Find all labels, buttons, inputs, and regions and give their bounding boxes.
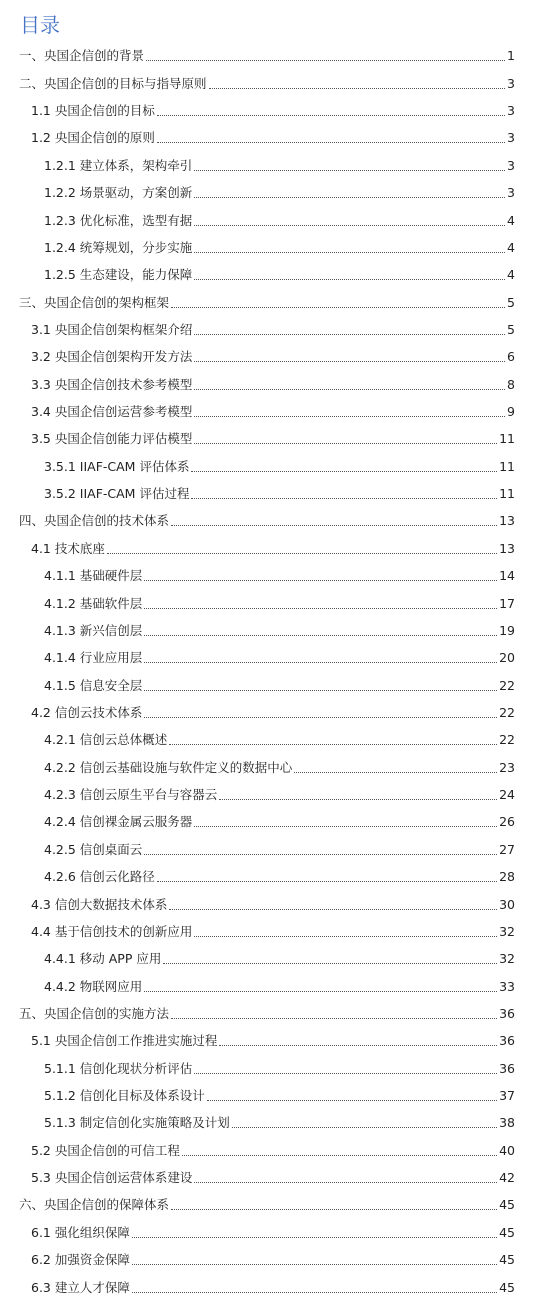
- toc-entry-page-number: 23: [499, 759, 515, 775]
- toc-entry-level-2[interactable]: [0, 534, 535, 561]
- dot-leader: [144, 635, 497, 636]
- toc-entry-page-number: 8: [507, 376, 515, 392]
- toc-entry-title: 6.3 建立人才保障: [31, 1279, 130, 1295]
- toc-entry-page-number: 4: [507, 239, 515, 255]
- toc-entry-title: 4.4.2 物联网应用: [44, 978, 143, 994]
- toc-entry-level-3[interactable]: [0, 808, 535, 835]
- toc-entry-title: 4.2.3 信创云原生平台与容器云: [44, 787, 218, 803]
- dot-leader: [194, 197, 505, 198]
- toc-entry-level-2[interactable]: [0, 1273, 535, 1300]
- toc-entry-level-3[interactable]: [0, 644, 535, 671]
- toc-entry-title: 4.2.2 信创云基础设施与软件定义的数据中心: [44, 759, 293, 775]
- toc-entry-title: 五、央国企信创的实施方法: [19, 1005, 170, 1021]
- toc-entry-title: 一、央国企信创的背景: [19, 48, 145, 64]
- toc-entry-level-2[interactable]: [0, 370, 535, 397]
- dot-leader: [144, 854, 497, 855]
- toc-entry-page-number: 5: [507, 321, 515, 337]
- dot-leader: [194, 443, 497, 444]
- toc-entry-page-number: 26: [499, 814, 515, 830]
- toc-entry-level-2[interactable]: [0, 343, 535, 370]
- toc-entry-level-3[interactable]: [0, 562, 535, 589]
- toc-entry-title: 6.2 加强资金保障: [31, 1252, 130, 1268]
- toc-entry-level-3[interactable]: [0, 151, 535, 178]
- toc-entry-page-number: 33: [499, 978, 515, 994]
- dot-leader: [144, 662, 497, 663]
- toc-entry-level-3[interactable]: [0, 726, 535, 753]
- toc-entry-page-number: 32: [499, 951, 515, 967]
- dot-leader: [171, 1018, 497, 1019]
- dot-leader: [132, 1292, 497, 1293]
- toc-entry-level-3[interactable]: [0, 671, 535, 698]
- dot-leader: [157, 881, 497, 882]
- dot-leader: [169, 744, 497, 745]
- dot-leader: [157, 142, 505, 143]
- toc-entry-title: 3.1 央国企信创架构框架介绍: [31, 321, 193, 337]
- toc-entry-level-1[interactable]: [0, 1000, 535, 1027]
- dot-leader: [194, 1073, 497, 1074]
- toc-entry-level-2[interactable]: [0, 1027, 535, 1054]
- toc-entry-title: 5.1.3 制定信创化实施策略及计划: [44, 1115, 230, 1131]
- toc-entry-title: 4.4.1 移动 APP 应用: [44, 951, 162, 967]
- toc-list: [0, 42, 535, 1301]
- toc-entry-page-number: 4: [507, 267, 515, 283]
- dot-leader: [232, 1127, 497, 1128]
- toc-entry-level-1[interactable]: [0, 69, 535, 96]
- toc-entry-title: 3.5.2 IIAF-CAM 评估过程: [44, 486, 190, 502]
- toc-entry-level-3[interactable]: [0, 589, 535, 616]
- dot-leader: [294, 772, 497, 773]
- toc-entry-title: 4.1.3 新兴信创层: [44, 622, 143, 638]
- toc-entry-page-number: 14: [499, 568, 515, 584]
- dot-leader: [132, 1264, 497, 1265]
- dot-leader: [194, 279, 505, 280]
- toc-entry-level-3[interactable]: [0, 179, 535, 206]
- toc-entry-level-1[interactable]: [0, 507, 535, 534]
- toc-entry-level-3[interactable]: [0, 206, 535, 233]
- toc-entry-page-number: 36: [499, 1005, 515, 1021]
- dot-leader: [144, 717, 497, 718]
- toc-entry-title: 4.1.4 行业应用层: [44, 650, 143, 666]
- dot-leader: [169, 909, 497, 910]
- toc-entry-level-3[interactable]: [0, 835, 535, 862]
- toc-entry-page-number: 45: [499, 1252, 515, 1268]
- toc-entry-level-3[interactable]: [0, 234, 535, 261]
- toc-entry-title: 4.3 信创大数据技术体系: [31, 896, 168, 912]
- toc-entry-page-number: 38: [499, 1115, 515, 1131]
- dot-leader: [182, 1155, 497, 1156]
- toc-entry-level-1[interactable]: [0, 1191, 535, 1218]
- toc-entry-level-2[interactable]: [0, 1218, 535, 1245]
- toc-entry-page-number: 4: [507, 212, 515, 228]
- dot-leader: [132, 1237, 497, 1238]
- toc-entry-page-number: 36: [499, 1060, 515, 1076]
- toc-entry-title: 3.5 央国企信创能力评估模型: [31, 431, 193, 447]
- toc-entry-level-2[interactable]: [0, 97, 535, 124]
- toc-entry-title: 4.1.1 基础硬件层: [44, 568, 143, 584]
- toc-entry-page-number: 45: [499, 1224, 515, 1240]
- toc-entry-title: 1.2.2 场景驱动，方案创新: [44, 185, 193, 201]
- dot-leader: [157, 115, 505, 116]
- toc-entry-level-2[interactable]: [0, 316, 535, 343]
- toc-entry-title: 4.1 技术底座: [31, 540, 105, 556]
- toc-entry-title: 4.2.4 信创裸金属云服务器: [44, 814, 193, 830]
- dot-leader: [194, 416, 505, 417]
- dot-leader: [144, 580, 497, 581]
- toc-entry-level-2[interactable]: [0, 890, 535, 917]
- toc-entry-level-2[interactable]: [0, 699, 535, 726]
- toc-entry-level-2[interactable]: [0, 1246, 535, 1273]
- dot-leader: [107, 553, 497, 554]
- toc-entry-title: 3.4 央国企信创运营参考模型: [31, 404, 193, 420]
- toc-entry-level-3[interactable]: [0, 945, 535, 972]
- toc-entry-level-3[interactable]: [0, 781, 535, 808]
- toc-entry-title: 4.1.5 信息安全层: [44, 677, 143, 693]
- toc-entry-level-2[interactable]: [0, 398, 535, 425]
- toc-entry-title: 1.2.4 统筹规划，分步实施: [44, 239, 193, 255]
- toc-entry-level-3[interactable]: [0, 1054, 535, 1081]
- toc-entry-level-1[interactable]: [0, 288, 535, 315]
- toc-entry-page-number: 11: [499, 486, 515, 502]
- toc-entry-level-3[interactable]: [0, 1109, 535, 1136]
- toc-entry-page-number: 45: [499, 1279, 515, 1295]
- toc-entry-level-3[interactable]: [0, 753, 535, 780]
- toc-entry-title: 4.1.2 基础软件层: [44, 595, 143, 611]
- toc-entry-level-3[interactable]: [0, 480, 535, 507]
- toc-entry-title: 5.1 央国企信创工作推进实施过程: [31, 1033, 218, 1049]
- dot-leader: [171, 307, 505, 308]
- dot-leader: [146, 60, 505, 61]
- toc-entry-page-number: 32: [499, 923, 515, 939]
- toc-entry-level-3[interactable]: [0, 1082, 535, 1109]
- toc-entry-title: 5.1.2 信创化目标及体系设计: [44, 1088, 205, 1104]
- toc-entry-page-number: 11: [499, 458, 515, 474]
- toc-entry-page-number: 3: [507, 103, 515, 119]
- toc-entry-level-2[interactable]: [0, 425, 535, 452]
- toc-entry-page-number: 3: [507, 130, 515, 146]
- toc-entry-title: 二、央国企信创的目标与指导原则: [19, 75, 207, 91]
- toc-entry-title: 4.2.6 信创云化路径: [44, 869, 155, 885]
- dot-leader: [194, 252, 505, 253]
- dot-leader: [194, 361, 505, 362]
- toc-entry-page-number: 22: [499, 704, 515, 720]
- toc-entry-page-number: 20: [499, 650, 515, 666]
- dot-leader: [207, 1100, 497, 1101]
- dot-leader: [163, 963, 497, 964]
- toc-entry-title: 5.2 央国企信创的可信工程: [31, 1142, 180, 1158]
- toc-entry-level-3[interactable]: [0, 617, 535, 644]
- toc-entry-title: 4.2 信创云技术体系: [31, 704, 143, 720]
- dot-leader: [194, 936, 497, 937]
- toc-entry-page-number: 37: [499, 1088, 515, 1104]
- toc-entry-title: 1.1 央国企信创的目标: [31, 103, 155, 119]
- dot-leader: [194, 334, 505, 335]
- toc-entry-title: 四、央国企信创的技术体系: [19, 513, 170, 529]
- dot-leader: [191, 471, 497, 472]
- toc-entry-title: 3.5.1 IIAF-CAM 评估体系: [44, 458, 190, 474]
- toc-entry-title: 三、央国企信创的架构框架: [19, 294, 170, 310]
- toc-entry-level-3[interactable]: [0, 972, 535, 999]
- toc-entry-page-number: 19: [499, 622, 515, 638]
- toc-entry-page-number: 17: [499, 595, 515, 611]
- toc-entry-title: 1.2.1 建立体系，架构牵引: [44, 157, 193, 173]
- dot-leader: [219, 1045, 497, 1046]
- toc-entry-page-number: 6: [507, 349, 515, 365]
- toc-entry-level-2[interactable]: [0, 124, 535, 151]
- toc-entry-page-number: 22: [499, 732, 515, 748]
- toc-entry-page-number: 9: [507, 404, 515, 420]
- toc-entry-page-number: 42: [499, 1170, 515, 1186]
- toc-entry-page-number: 22: [499, 677, 515, 693]
- toc-entry-title: 4.4 基于信创技术的创新应用: [31, 923, 193, 939]
- toc-entry-page-number: 13: [499, 540, 515, 556]
- dot-leader: [171, 525, 497, 526]
- toc-entry-level-2[interactable]: [0, 1164, 535, 1191]
- toc-entry-page-number: 30: [499, 896, 515, 912]
- toc-entry-title: 3.3 央国企信创技术参考模型: [31, 376, 193, 392]
- dot-leader: [144, 991, 497, 992]
- toc-entry-page-number: 3: [507, 75, 515, 91]
- toc-entry-page-number: 13: [499, 513, 515, 529]
- toc-entry-title: 1.2.3 优化标准，选型有据: [44, 212, 193, 228]
- toc-entry-title: 5.1.1 信创化现状分析评估: [44, 1060, 193, 1076]
- dot-leader: [194, 826, 497, 827]
- toc-entry-page-number: 3: [507, 185, 515, 201]
- toc-entry-title: 六、央国企信创的保障体系: [19, 1197, 170, 1213]
- toc-entry-level-2[interactable]: [0, 1136, 535, 1163]
- toc-entry-page-number: 45: [499, 1197, 515, 1213]
- dot-leader: [219, 799, 497, 800]
- toc-entry-page-number: 28: [499, 869, 515, 885]
- toc-entry-page-number: 3: [507, 157, 515, 173]
- dot-leader: [191, 498, 497, 499]
- toc-entry-level-2[interactable]: [0, 918, 535, 945]
- toc-entry-level-3[interactable]: [0, 452, 535, 479]
- dot-leader: [144, 690, 497, 691]
- toc-entry-page-number: 24: [499, 787, 515, 803]
- toc-entry-page-number: 11: [499, 431, 515, 447]
- toc-entry-title: 6.1 强化组织保障: [31, 1224, 130, 1240]
- toc-entry-page-number: 36: [499, 1033, 515, 1049]
- toc-entry-title: 5.3 央国企信创运营体系建设: [31, 1170, 193, 1186]
- dot-leader: [209, 88, 506, 89]
- toc-entry-level-1[interactable]: [0, 42, 535, 69]
- dot-leader: [194, 225, 505, 226]
- toc-title: 目录: [20, 13, 60, 37]
- toc-entry-page-number: 5: [507, 294, 515, 310]
- dot-leader: [194, 170, 505, 171]
- dot-leader: [171, 1209, 497, 1210]
- dot-leader: [194, 389, 505, 390]
- toc-entry-page-number: 27: [499, 841, 515, 857]
- toc-entry-page-number: 40: [499, 1142, 515, 1158]
- toc-entry-title: 4.2.1 信创云总体概述: [44, 732, 168, 748]
- toc-entry-title: 1.2.5 生态建设，能力保障: [44, 267, 193, 283]
- toc-entry-title: 4.2.5 信创桌面云: [44, 841, 143, 857]
- toc-entry-level-3[interactable]: [0, 863, 535, 890]
- toc-entry-title: 3.2 央国企信创架构开发方法: [31, 349, 193, 365]
- toc-entry-title: 1.2 央国企信创的原则: [31, 130, 155, 146]
- dot-leader: [194, 1182, 497, 1183]
- toc-entry-page-number: 1: [507, 48, 515, 64]
- dot-leader: [144, 608, 497, 609]
- toc-entry-level-3[interactable]: [0, 261, 535, 288]
